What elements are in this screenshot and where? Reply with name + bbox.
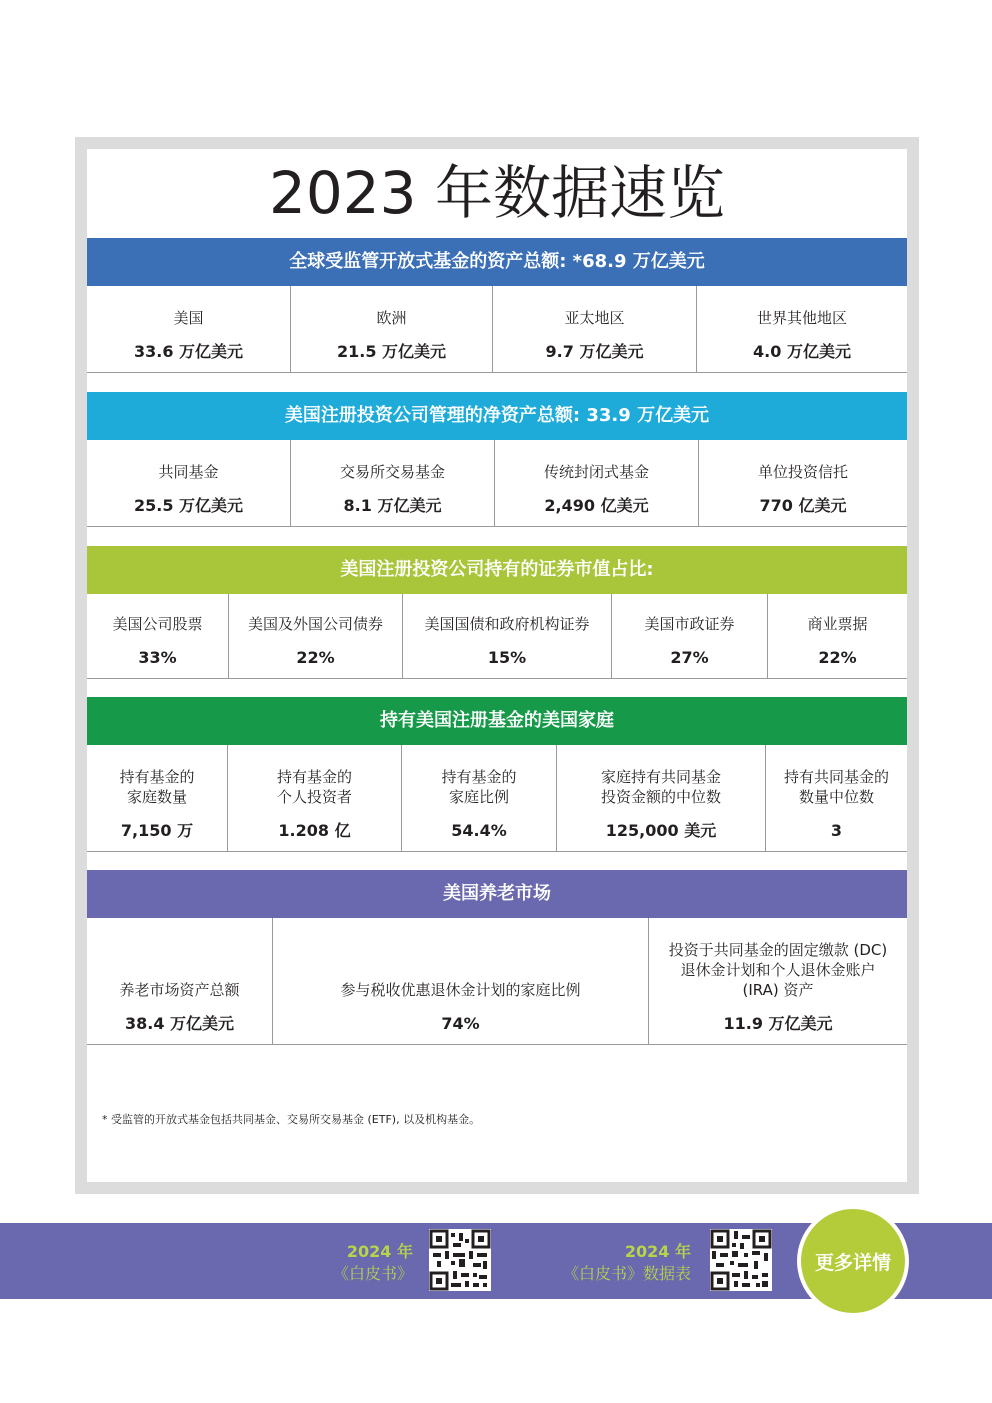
stat-value: 21.5 万亿美元 (336, 342, 447, 361)
qr-label-name: 《白皮书》 (332, 1264, 413, 1283)
stat-value: 1.208 亿 (278, 821, 351, 840)
stat-value: 74% (441, 1014, 480, 1033)
stat-value: 54.4% (451, 821, 507, 840)
stat-cell (87, 745, 228, 851)
stat-label: 参与税收优惠退休金计划的家庭比例 (340, 981, 581, 999)
stat-label: 美国国债和政府机构证券 (424, 615, 590, 633)
stat-label: 家庭持有共同基金 投资金额的中位数 (600, 768, 721, 806)
stat-label: 美国 (173, 309, 204, 327)
section-header-households: 持有美国注册基金的美国家庭 (87, 697, 907, 745)
stat-value: 33% (138, 648, 177, 667)
stat-cell (699, 440, 907, 526)
stat-value: 38.4 万亿美元 (124, 1014, 235, 1033)
stat-cell (649, 918, 907, 1044)
section-row-securities-share (87, 594, 907, 679)
qr-code-icon[interactable] (710, 1229, 772, 1291)
qr-code-icon[interactable] (429, 1229, 491, 1291)
stat-cell (87, 594, 229, 678)
stat-value: 15% (487, 648, 527, 667)
stat-cell (495, 440, 699, 526)
stat-label: 商业票据 (807, 615, 868, 633)
stat-label: 传统封闭式基金 (543, 463, 649, 481)
section-header-retirement: 美国养老市场 (87, 870, 907, 918)
stat-label: 世界其他地区 (756, 309, 847, 327)
stat-label: 交易所交易基金 (339, 463, 445, 481)
stat-label: 美国公司股票 (112, 615, 203, 633)
stat-value: 2,490 亿美元 (544, 496, 649, 515)
stat-label: 亚太地区 (564, 309, 625, 327)
stat-label: 持有基金的 个人投资者 (276, 768, 352, 806)
stat-cell (402, 745, 557, 851)
footnote: * 受监管的开放式基金包括共同基金、交易所交易基金 (ETF), 以及机构基金。 (102, 1113, 481, 1126)
stat-value: 125,000 美元 (605, 821, 717, 840)
stat-value: 25.5 万亿美元 (133, 496, 244, 515)
qr-label-name: 《白皮书》数据表 (562, 1264, 691, 1283)
section-row-global-assets (87, 286, 907, 373)
stat-value: 4.0 万亿美元 (753, 342, 851, 361)
stat-label: 持有基金的 家庭比例 (441, 768, 517, 806)
stat-cell (273, 918, 649, 1044)
stat-cell (766, 745, 907, 851)
stat-cell (291, 440, 495, 526)
stat-value: 22% (818, 648, 857, 667)
stat-label: 共同基金 (158, 463, 219, 481)
stat-cell (697, 286, 907, 372)
stat-label: 持有共同基金的 数量中位数 (783, 768, 889, 806)
stat-value: 8.1 万亿美元 (343, 496, 442, 515)
qr-label-year: 2024 年 (346, 1242, 413, 1261)
stat-value: 3 (830, 821, 843, 840)
section-row-households (87, 745, 907, 852)
section-header-securities-share: 美国注册投资公司持有的证券市值占比: (87, 546, 907, 594)
section-header-global-assets: 全球受监管开放式基金的资产总额: *68.9 万亿美元 (87, 238, 907, 286)
stat-label: 美国及外国公司债券 (247, 615, 383, 633)
section-row-us-net-assets (87, 440, 907, 527)
stat-value: 7,150 万 (120, 821, 194, 840)
stat-cell (291, 286, 493, 372)
stat-cell (557, 745, 766, 851)
stat-cell (87, 286, 291, 372)
stat-label: 欧洲 (376, 309, 407, 327)
page-title: 2023 年数据速览 (268, 159, 726, 227)
stat-label: 养老市场资产总额 (119, 981, 240, 999)
stat-label: 持有基金的 家庭数量 (119, 768, 195, 806)
section-row-retirement (87, 918, 907, 1045)
stat-value: 22% (296, 648, 335, 667)
stat-value: 11.9 万亿美元 (723, 1014, 833, 1033)
stat-cell (87, 918, 273, 1044)
stat-label: 美国市政证券 (644, 615, 735, 633)
stat-cell (612, 594, 768, 678)
stat-value: 27% (670, 648, 709, 667)
qr-label-year: 2024 年 (624, 1242, 691, 1261)
stat-value: 9.7 万亿美元 (545, 342, 644, 361)
qr-label-whitepaper[interactable] (310, 1241, 413, 1285)
more-details-button[interactable]: 更多详情 (797, 1205, 909, 1317)
stat-cell (403, 594, 612, 678)
stat-cell (493, 286, 697, 372)
stat-value: 770 亿美元 (759, 496, 847, 515)
stat-value: 33.6 万亿美元 (133, 342, 244, 361)
section-header-us-net-assets: 美国注册投资公司管理的净资产总额: 33.9 万亿美元 (87, 392, 907, 440)
stat-cell (87, 440, 291, 526)
stat-label: 投资于共同基金的固定缴款 (DC) 退休金计划和个人退休金账户 (IRA) 资产 (668, 941, 888, 999)
qr-label-datatables[interactable] (540, 1241, 691, 1285)
stat-label: 单位投资信托 (757, 463, 848, 481)
stat-cell (229, 594, 403, 678)
stat-cell (228, 745, 402, 851)
stat-cell (768, 594, 907, 678)
